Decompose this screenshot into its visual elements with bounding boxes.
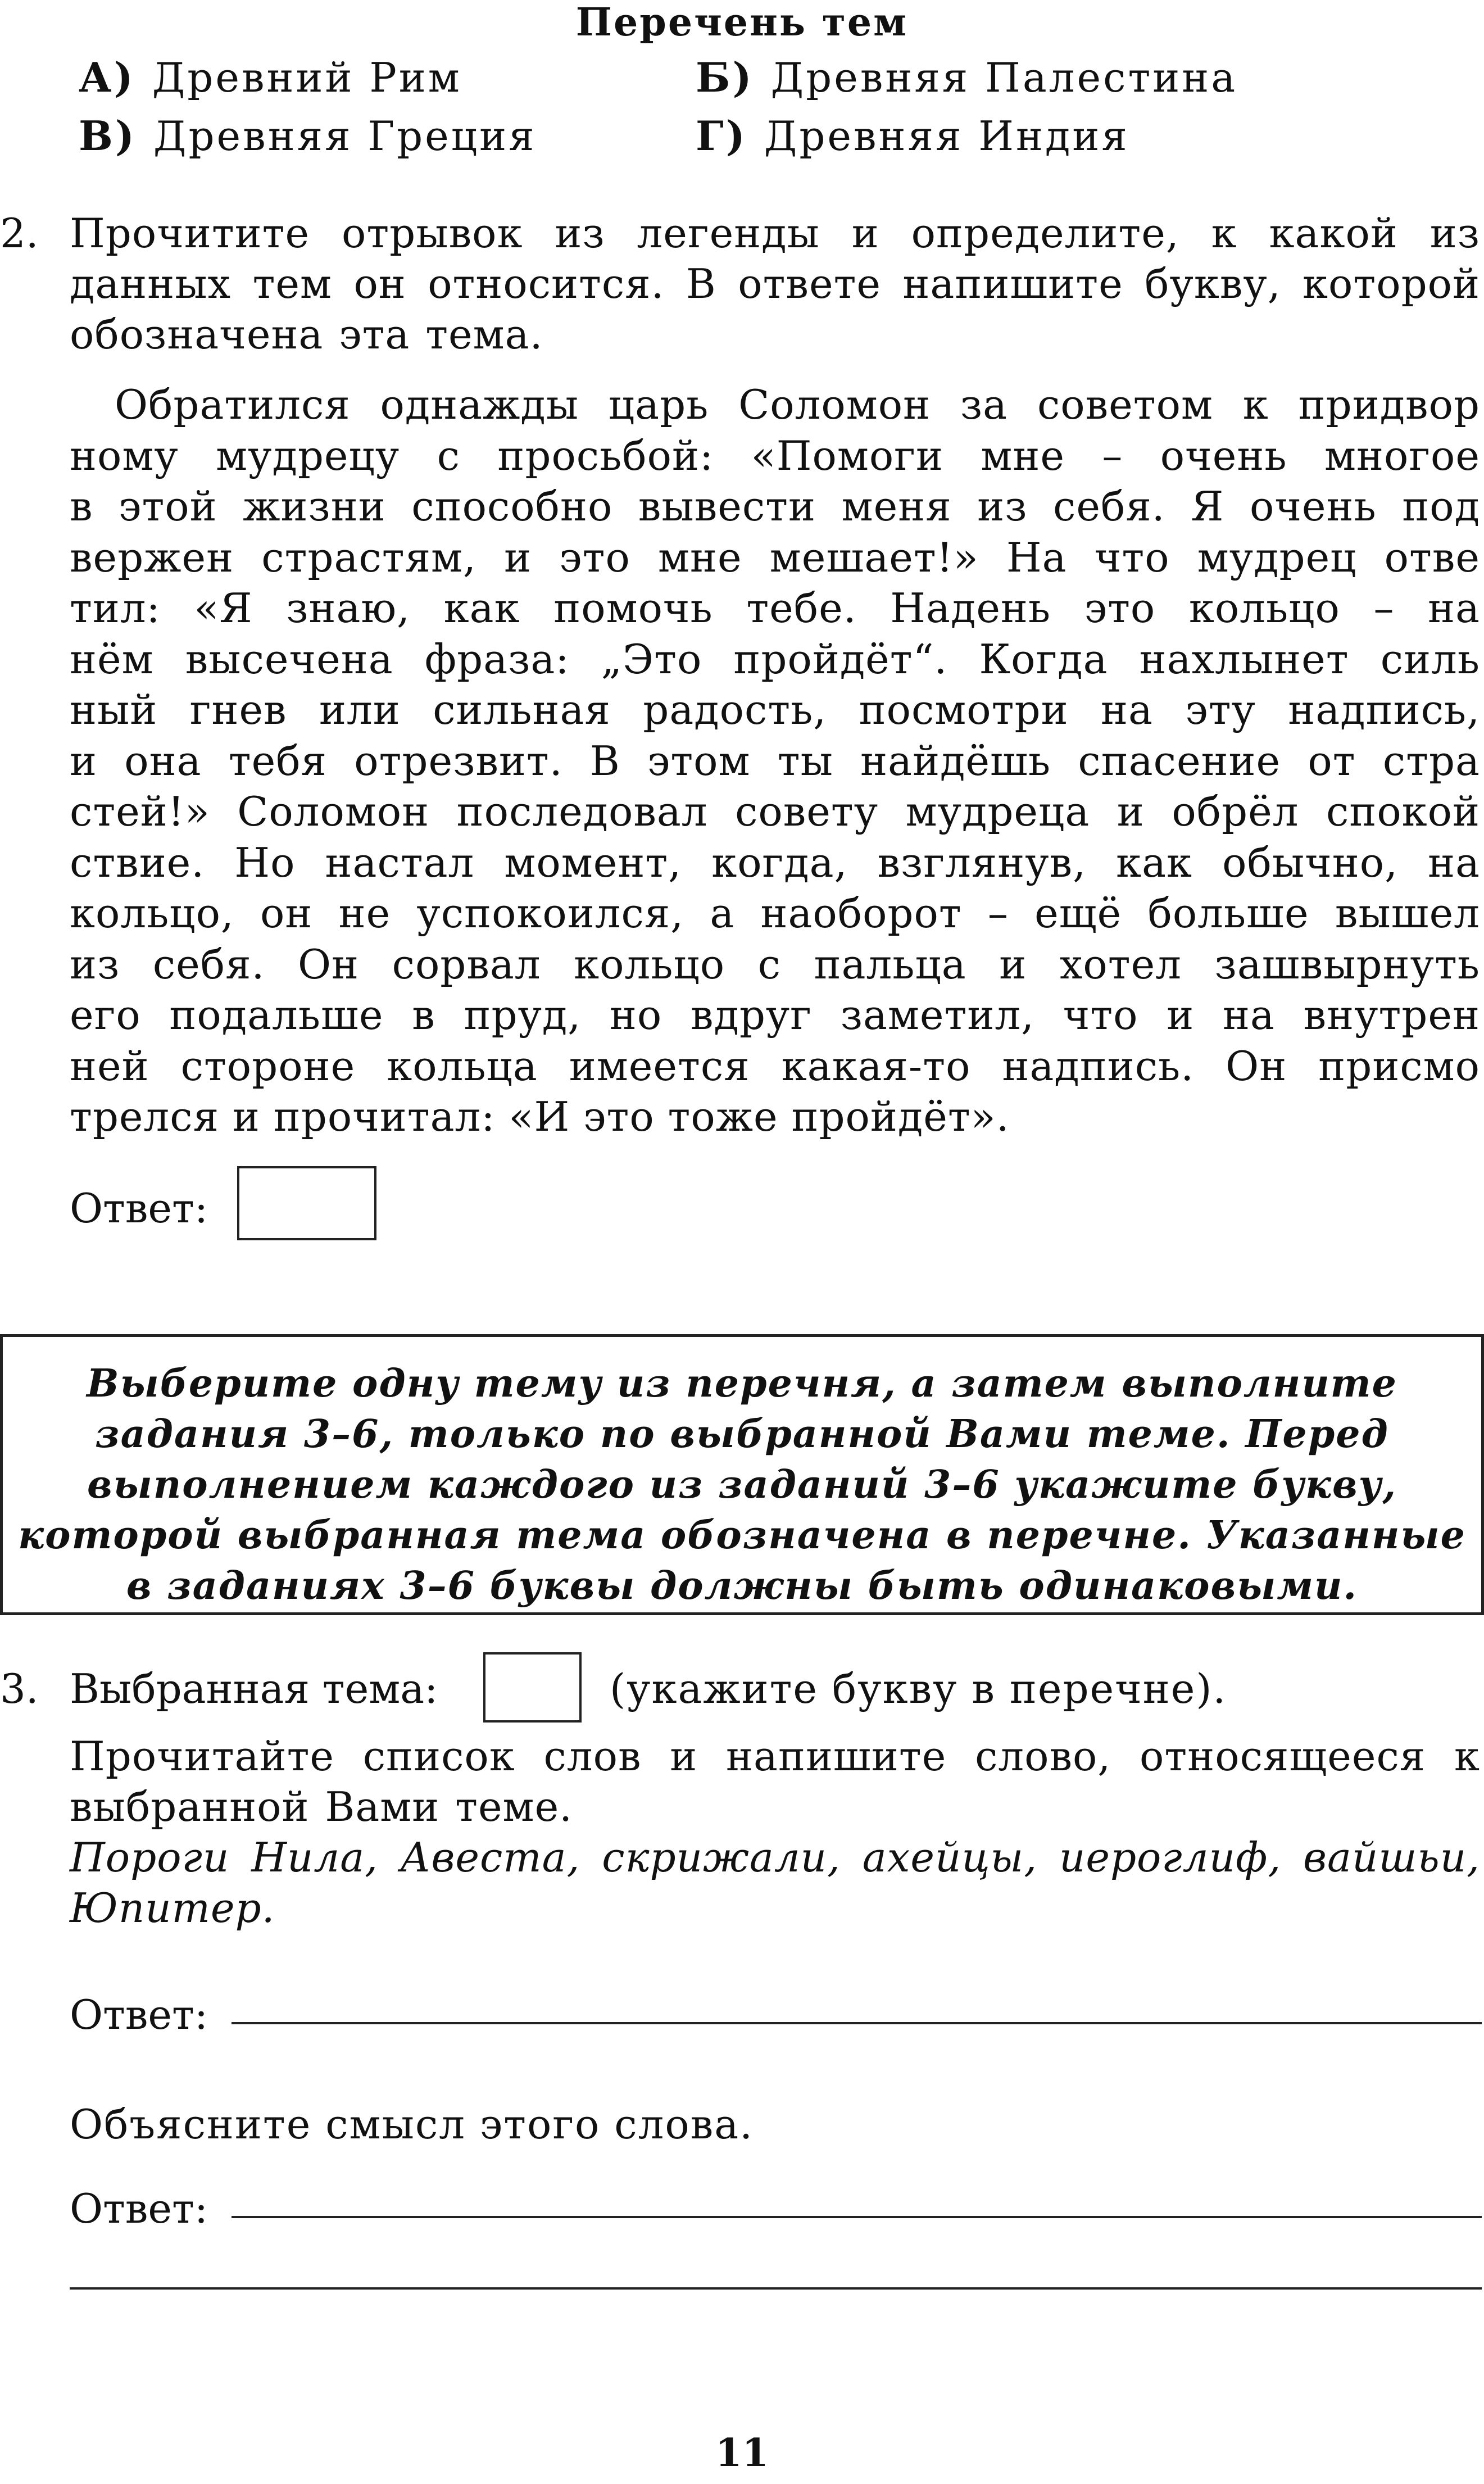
task-2-answer-box[interactable] [237, 1166, 376, 1240]
passage-line: ней стороне кольца имеется какая-то надпись. Он присмо [70, 1042, 1480, 1090]
passage-line: из себя. Он сорвал кольцо с пальца и хотел зашвырнуть [70, 940, 1480, 988]
passage-line: трелся и прочитал: «И это тоже пройдёт». [70, 1093, 1010, 1140]
topic-letter: Г) [696, 112, 747, 160]
passage-line: ствие. Но настал момент, когда, взглянув, как обычно, на [70, 838, 1480, 886]
task-2-number: 2. [0, 210, 39, 257]
selected-topic-label: Выбранная тема: [70, 1665, 438, 1712]
topics-title: Перечень тем [575, 0, 909, 45]
task-2-answer-label: Ответ: [70, 1185, 208, 1232]
word-list: Пороги Нила, Авеста, скрижали, ахейцы, иероглиф, вайшьи, Юпитер. [70, 1834, 1480, 1932]
passage-line: нём высечена фраза: „Это пройдёт“. Когда нахлынет силь [70, 635, 1480, 683]
topic-name: Древняя Палестина [770, 54, 1238, 101]
passage-line: и она тебя отрезвит. В этом ты найдёшь спасение от стра [70, 737, 1480, 785]
task-3-answer-label-2: Ответ: [70, 2185, 208, 2232]
passage-line: тил: «Я знаю, как помочь тебе. Надень это кольцо – на [70, 584, 1480, 632]
topic-item-a [79, 49, 462, 106]
topic-item-b [696, 49, 1237, 106]
instruction-text: Выберите одну тему из перечня, а затем выполните задания 3–6, только по выбранной Вами теме. Перед выполнением каждого из заданий 3–6 укажите букву, которой выбранная тема обозначена в перечне. Указанные в заданиях 3–6 буквы должны быть одинаковыми. [18, 1361, 1466, 1608]
legend-passage [70, 379, 1480, 1143]
topic-letter: В) [79, 112, 137, 160]
passage-line: ному мудрецу с просьбой: «Помоги мне – очень многое [70, 432, 1480, 479]
task-3-answer-label-1: Ответ: [70, 1991, 208, 2038]
topic-name: Древний Рим [152, 54, 462, 101]
topic-letter: А) [79, 53, 135, 101]
passage-line: ный гнев или сильная радость, посмотри на эту надпись, [70, 686, 1480, 733]
passage-line: в этой жизни способно вывести меня из себя. Я очень под [70, 483, 1480, 530]
answer-line[interactable] [232, 2022, 1482, 2024]
topic-name: Древняя Индия [764, 112, 1129, 160]
answer-line[interactable] [70, 2287, 1482, 2290]
passage-line: Обратился однажды царь Соломон за советом к придвор [115, 381, 1480, 428]
topic-item-g [696, 108, 1129, 164]
topic-name: Древняя Греция [153, 112, 537, 160]
page-number: 11 [715, 2431, 769, 2476]
task-3-number: 3. [0, 1665, 39, 1712]
instruction-frame [0, 1334, 1484, 1615]
task-2-prompt: Прочитите отрывок из легенды и определите, к какой из данных тем он относится. В ответе напишите букву, которой обозначена эта тема. [70, 210, 1480, 358]
selected-topic-box[interactable] [483, 1652, 582, 1723]
answer-line[interactable] [232, 2216, 1482, 2218]
explain-prompt: Объясните смысл этого слова. [70, 2101, 754, 2148]
selected-topic-hint: (укажите букву в перечне). [610, 1665, 1227, 1712]
topic-letter: Б) [696, 53, 754, 101]
passage-line: кольцо, он не успокоился, а наоборот – ещё больше вышел [70, 890, 1480, 937]
passage-line: вержен страстям, и это мне мешает!» На что мудрец отве [70, 533, 1480, 581]
topic-item-v [79, 108, 537, 164]
passage-line: его подальше в пруд, но вдруг заметил, что и на внутрен [70, 991, 1480, 1039]
passage-line: стей!» Соломон последовал совету мудреца и обрёл спокой [70, 788, 1480, 835]
task-3-prompt: Прочитайте список слов и напишите слово, относящееся к выбранной Вами теме. [70, 1733, 1480, 1830]
